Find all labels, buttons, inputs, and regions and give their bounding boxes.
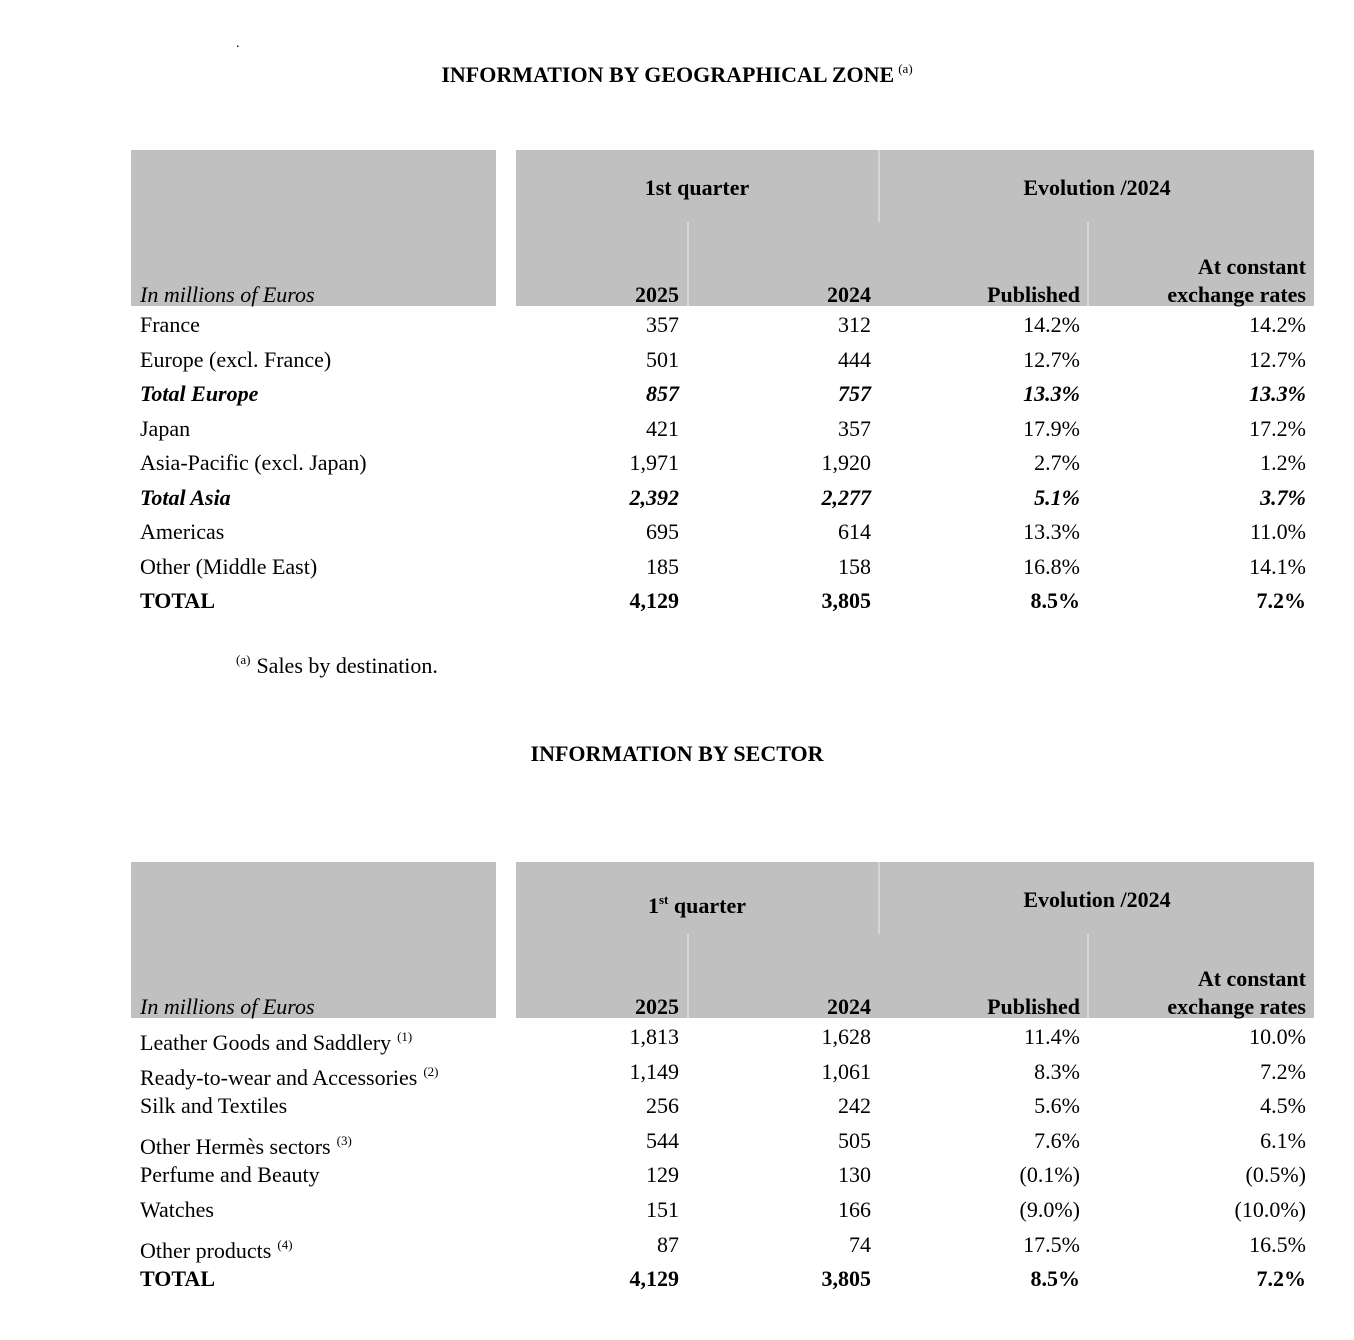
row-label: Other products $^{(4)}$ xyxy=(140,1236,293,1263)
value-published: 8.3% xyxy=(1034,1058,1080,1084)
row-footnote-mark: (2) xyxy=(423,1063,439,1079)
value-2024: 312 xyxy=(838,312,871,337)
value-2025: 1,149 xyxy=(629,1058,679,1084)
row-label: Ready-to-wear and Accessories $^{(2)}$ xyxy=(140,1063,439,1090)
value-2025: 1,971 xyxy=(629,450,679,475)
value-constant-rates: 17.2% xyxy=(1249,415,1306,441)
value-2024: 357 xyxy=(838,415,871,441)
table-row xyxy=(0,1128,1354,1162)
table-row xyxy=(0,1232,1354,1266)
value-2024: 74 xyxy=(849,1231,871,1257)
value-published: 12.7% xyxy=(1023,346,1080,372)
value-constant-rates: 1.2% xyxy=(1260,450,1306,475)
value-published: (9.0%) xyxy=(1019,1197,1080,1222)
row-label: Japan xyxy=(140,415,191,441)
geo-header-col-constant-line1: At constant xyxy=(1197,254,1306,279)
table-row xyxy=(0,485,1354,519)
geo-header-units: In millions of Euros xyxy=(140,282,315,307)
value-published: 5.6% xyxy=(1034,1093,1080,1119)
table-row xyxy=(0,416,1354,450)
value-2024: 1,061 xyxy=(821,1058,871,1084)
value-constant-rates: 12.7% xyxy=(1249,346,1306,372)
value-constant-rates: 13.3% xyxy=(1249,381,1306,406)
value-constant-rates: (10.0%) xyxy=(1234,1197,1306,1222)
value-constant-rates: 7.2% xyxy=(1256,1266,1306,1292)
row-label: Total Europe xyxy=(140,381,259,406)
row-label: Perfume and Beauty xyxy=(140,1162,320,1188)
value-published: (0.1%) xyxy=(1019,1162,1080,1188)
value-2025: 151 xyxy=(646,1197,679,1222)
value-2025: 2,392 xyxy=(629,484,679,510)
geo-header-col-2025: 2025 xyxy=(635,282,679,307)
value-2024: 1,920 xyxy=(821,450,871,475)
geo-header-divider xyxy=(1087,222,1089,306)
geo-header-evolution: Evolution /2024 xyxy=(1023,175,1171,200)
value-2024: 444 xyxy=(838,346,871,372)
geo-header-quarter: 1st quarter xyxy=(644,175,750,200)
value-published: 14.2% xyxy=(1023,312,1080,337)
value-2025: 857 xyxy=(646,381,679,406)
table-row xyxy=(0,1093,1354,1127)
value-2024: 158 xyxy=(838,553,871,579)
value-2025: 421 xyxy=(646,415,679,441)
row-label: Asia-Pacific (excl. Japan) xyxy=(140,450,367,475)
row-footnote-mark: (3) xyxy=(336,1132,352,1148)
sector-header-col-constant-line1: At constant xyxy=(1197,966,1306,991)
geo-title-footnote-mark: (a) xyxy=(898,61,913,76)
value-constant-rates: 6.1% xyxy=(1260,1127,1306,1153)
value-2024: 130 xyxy=(838,1162,871,1188)
sector-header-col-2025: 2025 xyxy=(635,994,679,1019)
value-2024: 614 xyxy=(838,519,871,544)
value-published: 5.1% xyxy=(1034,484,1080,510)
row-label: Total Asia xyxy=(140,484,231,510)
row-label: Europe (excl. France) xyxy=(140,346,332,372)
sector-header-col-2024: 2024 xyxy=(827,994,871,1019)
table-row xyxy=(0,1162,1354,1196)
row-label: Silk and Textiles xyxy=(140,1093,288,1119)
value-2025: 256 xyxy=(646,1093,679,1119)
sector-header-divider xyxy=(1087,934,1089,1018)
row-label: TOTAL xyxy=(140,588,215,613)
sector-header-evolution: Evolution /2024 xyxy=(1023,887,1171,912)
row-label: Other (Middle East) xyxy=(140,553,318,579)
row-label: Leather Goods and Saddlery $^{(1)}$ xyxy=(140,1029,413,1055)
value-2025: 129 xyxy=(646,1162,679,1188)
value-published: 16.8% xyxy=(1023,553,1080,579)
sector-section-title: INFORMATION BY SECTOR xyxy=(530,741,824,766)
value-constant-rates: 7.2% xyxy=(1260,1058,1306,1084)
value-published: 2.7% xyxy=(1034,450,1080,475)
table-row xyxy=(0,347,1354,381)
table-row xyxy=(0,312,1354,346)
table-row xyxy=(0,450,1354,484)
value-constant-rates: 4.5% xyxy=(1260,1093,1306,1119)
value-2024: 242 xyxy=(838,1093,871,1119)
stray-dot: . xyxy=(236,36,240,51)
value-2024: 3,805 xyxy=(821,588,871,613)
geo-footnote-mark: (a) xyxy=(236,652,251,667)
value-published: 13.3% xyxy=(1023,381,1080,406)
value-published: 8.5% xyxy=(1030,588,1080,613)
table-row xyxy=(0,1197,1354,1231)
value-constant-rates: (0.5%) xyxy=(1245,1162,1306,1188)
table-row xyxy=(0,1266,1354,1300)
value-published: 17.5% xyxy=(1023,1231,1080,1257)
value-2025: 357 xyxy=(646,312,679,337)
value-constant-rates: 11.0% xyxy=(1249,519,1306,544)
row-footnote-mark: (1) xyxy=(397,1029,413,1044)
value-2025: 185 xyxy=(646,553,679,579)
sector-header-col-published: Published xyxy=(987,994,1080,1019)
table-row xyxy=(0,1024,1354,1058)
value-constant-rates: 10.0% xyxy=(1249,1024,1306,1049)
geo-header-divider xyxy=(687,222,689,306)
table-row xyxy=(0,381,1354,415)
row-label: France xyxy=(140,312,200,337)
geo-section-title xyxy=(0,61,1354,88)
value-published: 13.3% xyxy=(1023,519,1080,544)
table-row xyxy=(0,554,1354,588)
value-2025: 544 xyxy=(646,1127,679,1153)
row-label: Other Hermès sectors $^{(3)}$ xyxy=(140,1132,352,1159)
geo-title-text: INFORMATION BY GEOGRAPHICAL ZONE xyxy=(441,62,895,87)
geo-header-col-constant-line2: exchange rates xyxy=(1167,282,1306,307)
value-2024: 505 xyxy=(838,1127,871,1153)
value-2024: 757 xyxy=(838,381,871,406)
value-2025: 87 xyxy=(657,1231,679,1257)
value-constant-rates: 7.2% xyxy=(1256,588,1306,613)
value-2025: 1,813 xyxy=(629,1024,679,1049)
value-constant-rates: 3.7% xyxy=(1260,484,1306,510)
row-label: Watches xyxy=(140,1197,214,1222)
value-published: 17.9% xyxy=(1023,415,1080,441)
value-2025: 501 xyxy=(646,346,679,372)
table-row xyxy=(0,1059,1354,1093)
sector-header-col-constant-line2: exchange rates xyxy=(1167,994,1306,1019)
row-footnote-mark: (4) xyxy=(277,1236,293,1252)
value-2025: 4,129 xyxy=(629,588,679,613)
value-published: 11.4% xyxy=(1023,1024,1080,1049)
value-2024: 166 xyxy=(838,1197,871,1222)
sector-header-units: In millions of Euros xyxy=(140,994,315,1019)
sector-header-divider xyxy=(687,934,689,1018)
geo-header-col-2024: 2024 xyxy=(827,282,871,307)
geo-footnote xyxy=(236,652,438,679)
geo-header-col-published: Published xyxy=(987,282,1080,307)
sector-header-quarter: 1st quarter xyxy=(648,892,746,918)
table-row xyxy=(0,588,1354,622)
row-label: Americas xyxy=(140,519,225,544)
value-published: 8.5% xyxy=(1030,1266,1080,1292)
value-2025: 4,129 xyxy=(629,1266,679,1292)
geo-footnote-text: Sales by destination. xyxy=(256,653,438,678)
value-constant-rates: 14.1% xyxy=(1249,553,1306,579)
value-constant-rates: 16.5% xyxy=(1249,1231,1306,1257)
value-constant-rates: 14.2% xyxy=(1249,312,1306,337)
value-2024: 3,805 xyxy=(821,1266,871,1292)
value-published: 7.6% xyxy=(1034,1127,1080,1153)
value-2024: 1,628 xyxy=(821,1024,871,1049)
value-2024: 2,277 xyxy=(821,484,871,510)
table-row xyxy=(0,519,1354,553)
row-label: TOTAL xyxy=(140,1266,215,1292)
value-2025: 695 xyxy=(646,519,679,544)
